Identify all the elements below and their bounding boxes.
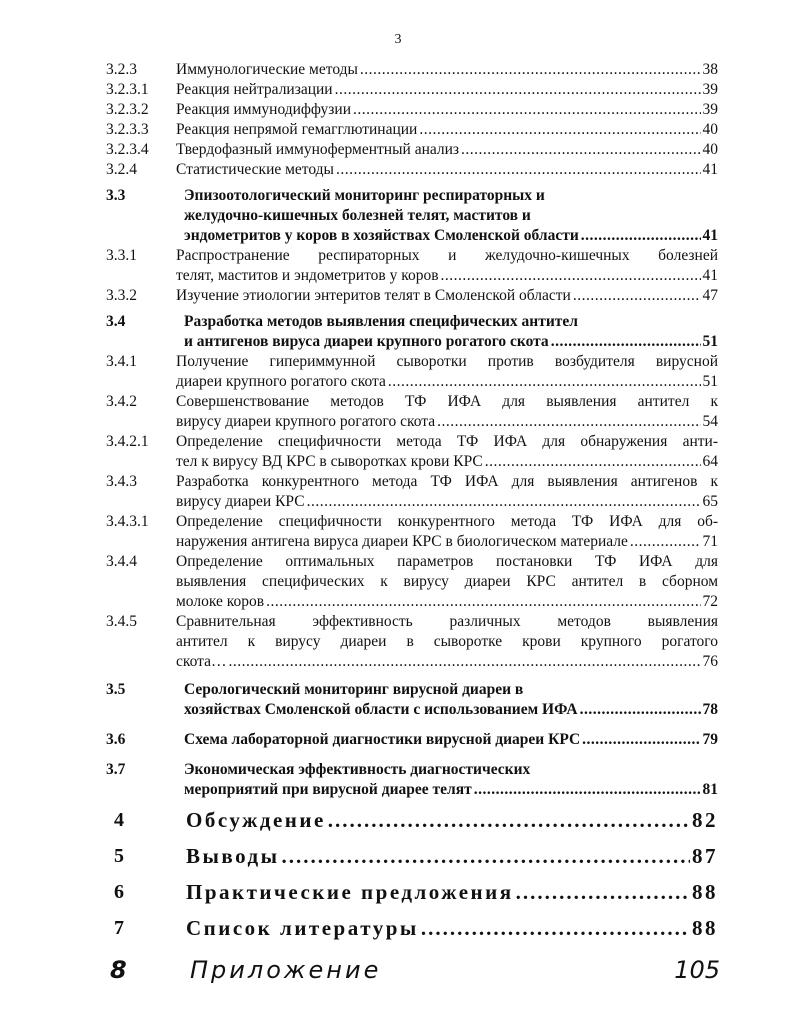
toc-entry-text: Реакция иммунодиффузии xyxy=(176,101,352,118)
leader-dots xyxy=(336,160,701,180)
leader-dots xyxy=(581,226,701,246)
toc-entry-line xyxy=(176,246,718,266)
toc-entry xyxy=(106,612,718,672)
toc-chapter xyxy=(106,878,718,906)
toc-entry xyxy=(106,160,718,180)
toc-entry-line xyxy=(184,186,718,206)
toc-entry xyxy=(106,186,718,246)
toc-entry-line xyxy=(184,730,718,750)
toc-entry-text: Определение специфичности метода ТФ ИФА для обнаружения анти- xyxy=(176,433,718,450)
toc-entry-line xyxy=(176,60,718,80)
toc-chapter-line xyxy=(186,914,718,942)
toc-entry-text: Статистические методы xyxy=(176,161,334,178)
toc-entry-line xyxy=(176,120,718,140)
toc-entry-number: 3.4.4 xyxy=(106,553,137,570)
toc-entry-line xyxy=(176,572,718,592)
toc-entry-text: вирусу диареи крупного рогатого скота xyxy=(176,413,436,430)
toc-chapter-title: Выводы xyxy=(186,844,280,868)
toc-entry xyxy=(106,60,718,80)
toc-entry-text: телят, маститов и эндометритов у коров xyxy=(176,267,439,284)
toc-entry-page: 41 xyxy=(702,161,718,178)
toc-entry-line xyxy=(184,312,718,332)
toc-entry-text: Иммунологические методы xyxy=(176,61,358,78)
toc-entry-line xyxy=(176,612,718,632)
toc-chapter-title: Список литературы xyxy=(186,916,419,940)
toc-chapter-body xyxy=(186,806,718,834)
leader-dots xyxy=(580,700,701,720)
toc-entry-line xyxy=(176,652,718,672)
toc-entry-page: 65 xyxy=(702,493,718,510)
leader-dots xyxy=(441,266,701,286)
leader-dots xyxy=(388,372,701,392)
toc-entry-page: 76 xyxy=(702,653,718,670)
toc-chapter-title: Практические предложения xyxy=(186,880,514,904)
toc-chapter-body xyxy=(186,914,718,942)
toc-entry-text: желудочно-кишечных болезней телят, маститов и xyxy=(184,207,531,224)
toc-entry-body xyxy=(176,120,718,140)
leader-dots xyxy=(551,332,701,352)
leader-dots xyxy=(573,286,701,306)
toc-entry-text: Эпизоотологический мониторинг респираторных и xyxy=(184,187,545,204)
toc-entry-number: 3.3 xyxy=(106,187,126,204)
toc-entry-text: Экономическая эффективность диагностических xyxy=(184,761,531,778)
toc-entry-number: 3.2.4 xyxy=(106,161,137,178)
toc-chapter-line xyxy=(186,842,718,870)
toc-entry-text: и антигенов вируса диареи крупного рогатого скота xyxy=(184,333,549,350)
toc-entry-page: 51 xyxy=(702,333,718,350)
toc-entry-text: вирусу диареи КРС xyxy=(176,493,305,510)
toc-entry-text: Разработка конкурентного метода ТФ ИФА для выявления антигенов к xyxy=(176,473,718,490)
toc-entry-body xyxy=(184,312,718,352)
toc-chapter-number: 7 xyxy=(114,917,124,939)
toc-entry-text: Реакция нейтрализации xyxy=(176,81,333,98)
toc-chapter-page: 87 xyxy=(692,844,718,868)
toc-entry-line xyxy=(184,760,718,780)
toc-entry-line xyxy=(184,680,718,700)
toc-entry-text: диареи крупного рогатого скота xyxy=(176,373,386,390)
toc-entry-line xyxy=(176,372,718,392)
toc-entry-text: наружения антигена вируса диареи КРС в биологическом материале xyxy=(176,533,628,550)
toc-entry-number: 3.4 xyxy=(106,313,126,330)
handwritten-entry-page: 105 xyxy=(674,956,720,984)
leader-dots xyxy=(229,652,701,672)
leader-dots xyxy=(328,806,690,834)
toc-entry-line xyxy=(176,266,718,286)
toc-chapter-body xyxy=(186,842,718,870)
toc-entry xyxy=(106,312,718,352)
toc-chapter xyxy=(106,914,718,942)
toc-chapter-line xyxy=(186,806,718,834)
toc-entry-text: Серологический мониторинг вирусной диареи в xyxy=(184,681,524,698)
leader-dots xyxy=(335,80,701,100)
toc-entry-text: Получение гипериммунной сыворотки против возбудителя вирусной xyxy=(176,353,718,370)
toc-entry-line xyxy=(176,532,718,552)
toc-chapter-page: 82 xyxy=(692,808,718,832)
toc-entry-body xyxy=(176,352,718,392)
toc-chapter-page: 88 xyxy=(692,880,718,904)
toc-entry-line xyxy=(176,100,718,120)
toc-chapter-line xyxy=(186,878,718,906)
toc-entry xyxy=(106,352,718,392)
toc-entry-text: хозяйствах Смоленской области с использованием ИФА xyxy=(184,701,578,718)
toc-entry-body xyxy=(176,472,718,512)
table-of-contents xyxy=(106,60,718,942)
leader-dots xyxy=(360,60,701,80)
toc-entry-number: 3.7 xyxy=(106,761,126,778)
leader-dots xyxy=(516,878,690,906)
toc-entry-page: 54 xyxy=(702,413,718,430)
toc-entry-number: 3.4.1 xyxy=(106,353,137,370)
toc-entry-body xyxy=(176,512,718,552)
toc-entry-text: Изучение этиологии энтеритов телят в Смоленской области xyxy=(176,287,571,304)
toc-chapter-page: 88 xyxy=(692,916,718,940)
handwritten-entry xyxy=(110,956,720,990)
toc-entry-line xyxy=(176,552,718,572)
toc-entry-number: 3.2.3.2 xyxy=(106,101,149,118)
toc-entry-number: 3.2.3.1 xyxy=(106,81,149,98)
toc-entry-body xyxy=(176,160,718,180)
toc-entry-page: 47 xyxy=(702,287,718,304)
toc-entry-body xyxy=(176,432,718,472)
leader-dots xyxy=(307,492,701,512)
leader-dots xyxy=(266,592,700,612)
toc-entry xyxy=(106,100,718,120)
toc-entry xyxy=(106,286,718,306)
toc-entry-line xyxy=(184,226,718,246)
toc-entry-line xyxy=(176,432,718,452)
toc-entry-body xyxy=(176,392,718,432)
toc-entry-page: 71 xyxy=(702,533,718,550)
toc-entry xyxy=(106,120,718,140)
toc-entry-line xyxy=(184,332,718,352)
toc-entry-number: 3.4.2 xyxy=(106,393,137,410)
leader-dots xyxy=(582,730,700,750)
toc-entry-body xyxy=(184,186,718,246)
leader-dots xyxy=(485,452,701,472)
toc-chapter-number: 4 xyxy=(114,809,124,831)
toc-entry-page: 41 xyxy=(702,227,718,244)
leader-dots xyxy=(419,120,700,140)
toc-entry-page: 72 xyxy=(702,593,718,610)
toc-entry xyxy=(106,552,718,612)
toc-chapter-number: 6 xyxy=(114,881,124,903)
toc-entry-body xyxy=(176,80,718,100)
toc-entry-text: Совершенствование методов ТФ ИФА для выявления антител к xyxy=(176,393,718,410)
toc-entry-line xyxy=(184,780,718,800)
toc-entry-line xyxy=(176,412,718,432)
toc-entry-page: 40 xyxy=(702,121,718,138)
toc-chapter-number: 5 xyxy=(114,845,124,867)
toc-entry xyxy=(106,760,718,800)
toc-entry xyxy=(106,512,718,552)
toc-entry xyxy=(106,140,718,160)
toc-entry-page: 81 xyxy=(702,781,718,798)
toc-entry xyxy=(106,730,718,750)
toc-entry xyxy=(106,392,718,432)
toc-entry-text: Схема лабораторной диагностики вирусной диареи КРС xyxy=(184,731,581,748)
toc-entry-line xyxy=(176,512,718,532)
leader-dots xyxy=(421,914,690,942)
leader-dots xyxy=(353,100,700,120)
handwritten-entry-title: Приложение xyxy=(190,956,382,984)
toc-entry-body xyxy=(176,246,718,286)
toc-entry-line xyxy=(176,472,718,492)
toc-chapter-body xyxy=(186,878,718,906)
toc-entry xyxy=(106,246,718,286)
toc-entry-text: тел к вирусу ВД КРС в сыворотках крови КРС xyxy=(176,453,483,470)
leader-dots xyxy=(630,532,701,552)
toc-entry-line xyxy=(176,392,718,412)
toc-entry-line xyxy=(176,160,718,180)
toc-entry-text: Определение специфичности конкурентного метода ТФ ИФА для об- xyxy=(176,513,718,530)
toc-entry-page: 79 xyxy=(702,731,718,748)
leader-dots xyxy=(437,412,700,432)
toc-entry-line xyxy=(176,352,718,372)
toc-entry-number: 3.4.3.1 xyxy=(106,513,149,530)
toc-chapter xyxy=(106,806,718,834)
toc-entry-body xyxy=(176,552,718,612)
leader-dots xyxy=(461,140,700,160)
toc-entry-body xyxy=(176,60,718,80)
toc-entry xyxy=(106,80,718,100)
leader-dots xyxy=(282,842,690,870)
toc-entry-text: эндометритов у коров в хозяйствах Смоленской области xyxy=(184,227,579,244)
toc-entry-number: 3.2.3.4 xyxy=(106,141,149,158)
toc-entry xyxy=(106,432,718,472)
toc-entry-line xyxy=(176,286,718,306)
toc-entry-text: выявления специфических к вирусу диареи КРС антител в сборном xyxy=(176,573,718,590)
toc-entry xyxy=(106,472,718,512)
toc-entry-number: 3.3.2 xyxy=(106,287,137,304)
toc-entry-text: Распространение респираторных и желудочно-кишечных болезней xyxy=(176,247,718,264)
toc-entry-body xyxy=(176,140,718,160)
handwritten-entry-number: 8 xyxy=(110,956,127,984)
toc-entry-text: мероприятий при вирусной диарее телят xyxy=(184,781,472,798)
toc-entry-number: 3.2.3.3 xyxy=(106,121,149,138)
toc-entry-text: Разработка методов выявления специфических антител xyxy=(184,313,578,330)
toc-entry-page: 39 xyxy=(702,81,718,98)
toc-chapter xyxy=(106,842,718,870)
toc-entry-number: 3.3.1 xyxy=(106,247,137,264)
toc-entry-number: 3.6 xyxy=(106,731,126,748)
toc-entry-page: 51 xyxy=(702,373,718,390)
toc-entry-page: 39 xyxy=(702,101,718,118)
toc-entry-line xyxy=(176,140,718,160)
toc-entry-line xyxy=(184,700,718,720)
toc-entry-page: 41 xyxy=(702,267,718,284)
toc-entry-body xyxy=(176,100,718,120)
toc-entry-text: Твердофазный иммуноферментный анализ xyxy=(176,141,460,158)
toc-entry-text: Реакция непрямой гемагглютинации xyxy=(176,121,418,138)
toc-entry-text: Сравнительная эффективность различных методов выявления xyxy=(176,613,718,630)
toc-entry-page: 38 xyxy=(702,61,718,78)
toc-entry-line xyxy=(176,592,718,612)
toc-entry-body xyxy=(184,730,718,750)
toc-entry-number: 3.2.3 xyxy=(106,61,137,78)
toc-entry-line xyxy=(176,80,718,100)
toc-chapter-title: Обсуждение xyxy=(186,808,326,832)
page-number: 3 xyxy=(394,32,402,47)
toc-entry-line xyxy=(176,452,718,472)
toc-entry-number: 3.4.5 xyxy=(106,613,137,630)
toc-entry-number: 3.4.2.1 xyxy=(106,433,149,450)
toc-entry-text: молоке коров xyxy=(176,593,265,610)
toc-entry-text: Определение оптимальных параметров постановки ТФ ИФА для xyxy=(176,553,718,570)
toc-entry-line xyxy=(176,632,718,652)
toc-entry-text: антител к вирусу диареи в сыворотке крови крупного рогатого xyxy=(176,633,718,650)
toc-entry-body xyxy=(176,612,718,672)
toc-entry-body xyxy=(176,286,718,306)
leader-dots xyxy=(474,780,701,800)
toc-entry-page: 64 xyxy=(702,453,718,470)
toc-entry-number: 3.5 xyxy=(106,681,126,698)
toc-entry-number: 3.4.3 xyxy=(106,473,137,490)
toc-entry xyxy=(106,680,718,720)
toc-entry-body xyxy=(184,760,718,800)
toc-entry-page: 40 xyxy=(702,141,718,158)
toc-entry-page: 78 xyxy=(702,701,718,718)
toc-entry-body xyxy=(184,680,718,720)
toc-entry-line xyxy=(176,492,718,512)
toc-entry-text: скота… xyxy=(176,653,227,670)
toc-entry-line xyxy=(184,206,718,226)
